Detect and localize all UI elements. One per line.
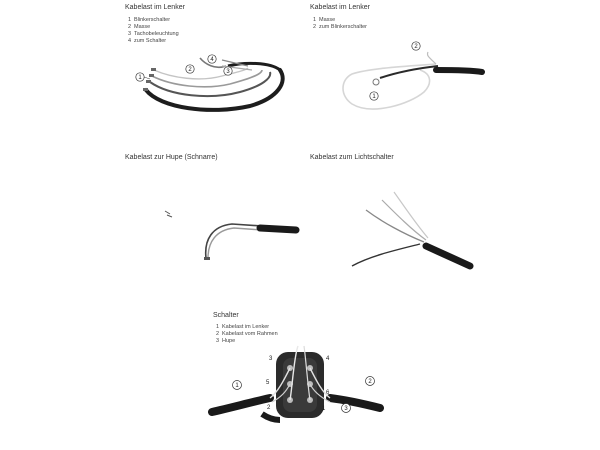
terminal-label: 6 — [326, 390, 330, 396]
callout-label: 2 — [414, 44, 418, 51]
harness-photo-lenker-1 — [143, 58, 283, 110]
callout-label: 3 — [344, 406, 348, 413]
legend-item: 1 Kabelast im Lenker — [215, 324, 270, 330]
legend-item: 2 zum Blinkerschalter — [312, 24, 367, 30]
callout-label: 4 — [210, 57, 214, 64]
harness-photo-lichtschalter — [352, 192, 470, 266]
panel-title-lichtschalter: Kabelast zum Lichtschalter — [310, 154, 394, 161]
terminal-label: 4 — [326, 356, 330, 362]
panel-title-schalter: Schalter — [213, 312, 239, 319]
terminal-label: 1 — [322, 406, 326, 412]
harness-photo-hupe — [165, 211, 296, 260]
legend-item: 1 Blinkerschalter — [127, 17, 171, 23]
panel-title-hupe: Kabelast zur Hupe (Schnarre) — [125, 154, 218, 161]
callout-label: 1 — [235, 383, 239, 390]
callout-label: 2 — [368, 379, 372, 386]
panel-title-lenker-1: Kabelast im Lenker — [125, 4, 185, 11]
terminal-label: 3 — [269, 356, 273, 362]
harness-photo-lenker-2 — [343, 52, 482, 109]
legend-item: 2 Kabelast vom Rahmen — [215, 331, 278, 337]
legend-item: 1 Masse — [312, 17, 336, 23]
terminal-label: 5 — [266, 380, 270, 386]
legend-item: 4 zum Schalter — [127, 38, 167, 44]
legend-item: 3 Tachobeleuchtung — [127, 31, 179, 37]
legend-item: 2 Masse — [127, 24, 151, 30]
panel-title-lenker-2: Kabelast im Lenker — [310, 4, 370, 11]
legend-item: 3 Hupe — [215, 338, 236, 344]
callouts-lenker-2 — [370, 42, 420, 100]
terminal-label: 2 — [267, 405, 271, 411]
callout-label: 1 — [372, 94, 376, 101]
callout-label: 3 — [226, 69, 230, 76]
callout-label: 1 — [138, 75, 142, 82]
callout-label: 2 — [188, 67, 192, 74]
